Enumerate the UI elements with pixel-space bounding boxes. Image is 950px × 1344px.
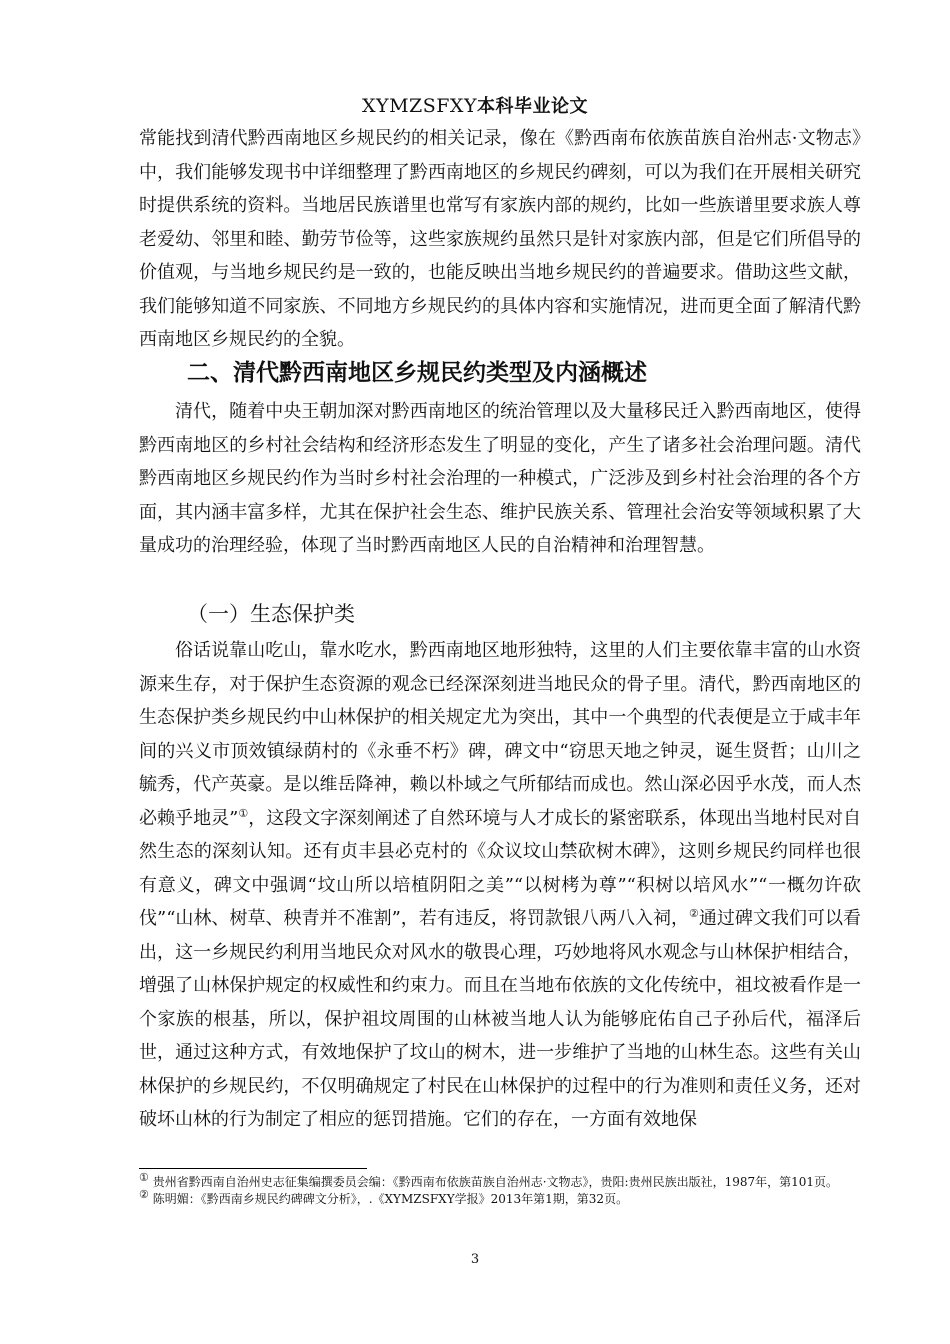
footnote-ref-1[interactable]: ①: [238, 806, 249, 820]
page-header: [0, 92, 950, 118]
body-text: [139, 122, 861, 357]
section-intro-block: [139, 395, 861, 563]
section-intro: 清代，随着中央王朝加深对黔西南地区的统治管理以及大量移民迁入黔西南地区，使得黔西南地区的乡村社会结构和经济形态发生了明显的变化，产生了诸多社会治理问题。清代黔西南地区乡规民约作为当时乡村社会治理的一种模式，广泛涉及到乡村社会治理的各个方面，其内涵丰富多样，尤其在保护社会生态、维护民族关系、管理社会治安等领域积累了大量成功的治理经验，体现了当时黔西南地区人民的自治精神和治理智慧。: [139, 401, 861, 556]
paragraph-continued: 常能找到清代黔西南地区乡规民约的相关记录，像在《黔西南布依族苗族自治州志·文物志》中，我们能够发现书中详细整理了黔西南地区的乡规民约碑刻，可以为我们在开展相关研究时提供系统的资料。当地居民族谱里也常写有家族内部的规约，比如一些族谱里要求族人尊老爱幼、邻里和睦、勤劳节俭等，这些家族规约虽然只是针对家族内部，但是它们所倡导的价值观，与当地乡规民约是一致的，也能反映出当地乡规民约的普遍要求。借助这些文献，我们能够知道不同家族、不同地方乡规民约的具体内容和实施情况，进而更全面了解清代黔西南地区乡规民约的全貌。: [139, 128, 861, 350]
footnotes: [139, 1171, 861, 1208]
section-two: [139, 354, 861, 392]
footnote-1: [139, 1171, 861, 1191]
main-paragraph-block: [139, 634, 861, 1137]
main-paragraph-part1: 俗话说靠山吃山，靠水吃水，黔西南地区地形独特，这里的人们主要依靠丰富的山水资源来生存，对于保护生态资源的观念已经深深刻进当地民众的骨子里。清代，黔西南地区的生态保护类乡规民约中山林保护的相关规定尤为突出，其中一个典型的代表便是立于咸丰年间的兴义市顶效镇绿荫村的《永垂不朽》碑，碑文中“窃思天地之钟灵，诞生贤哲；山川之毓秀，代产英豪。是以维岳降神，赖以朴域之气所郁结而成也。然山深必因乎水茂，而人杰必赖乎地灵”: [139, 640, 861, 829]
main-paragraph: [139, 634, 861, 1137]
footnote-divider: [139, 1168, 367, 1169]
footnote-2-mark: ②: [139, 1188, 149, 1201]
subsection-heading: （一）生态保护类: [187, 602, 355, 626]
footnote-1-mark: ①: [139, 1171, 149, 1184]
footnote-2: [139, 1188, 861, 1208]
footnote-ref-2[interactable]: ②: [689, 907, 699, 920]
footnote-2-text: 陈明媚：《黔西南乡规民约碑碑文分析》，.《XYMZSFXY学报》2013年第1期，第32页。: [152, 1192, 629, 1206]
section-heading: 二、清代黔西南地区乡规民约类型及内涵概述: [187, 360, 647, 386]
subsection-block: [139, 595, 861, 633]
page-number: 3: [470, 1252, 480, 1267]
header-title: 本科毕业论文: [477, 96, 588, 117]
footnote-1-text: 贵州省黔西南自治州史志征集编撰委员会编：《黔西南布依族苗族自治州志·文物志》，贵阳:贵州民族出版社，1987年，第101页。: [152, 1175, 839, 1189]
main-paragraph-part3: 通过碑文我们可以看出，这一乡规民约利用当地民众对风水的敬畏心理，巧妙地将风水观念与山林保护相结合，增强了山林保护规定的权威性和约束力。而且在当地布依族的文化传统中，祖坟被看作是一个家族的根基，所以，保护祖坟周围的山林被当地人认为能够庇佑自己子孙后代，福泽后世，通过这种方式，有效地保护了坟山的树木，进一步维护了当地的山林生态。这些有关山林保护的乡规民约，不仅明确规定了村民在山林保护的过程中的行为准则和责任义务，还对破坏山林的行为制定了相应的惩罚措施。它们的存在，一方面有效地保: [139, 908, 861, 1130]
main-paragraph-part2: ，这段文字深刻阐述了自然环境与人才成长的紧密联系，体现出当地村民对自然生态的深刻认知。还有贞丰县必克村的《众议坟山禁砍树木碑》，这则乡规民约同样也很有意义，碑文中强调“坟山所以培植阴阳之美”“以树栲为尊”“积树以培风水”“一概勿许砍伐”“山林、树草、秧青并不准割”，若有违反，将罚款银八两八入祠，: [139, 807, 862, 929]
header-latin: XYMZSFXY: [362, 95, 477, 117]
